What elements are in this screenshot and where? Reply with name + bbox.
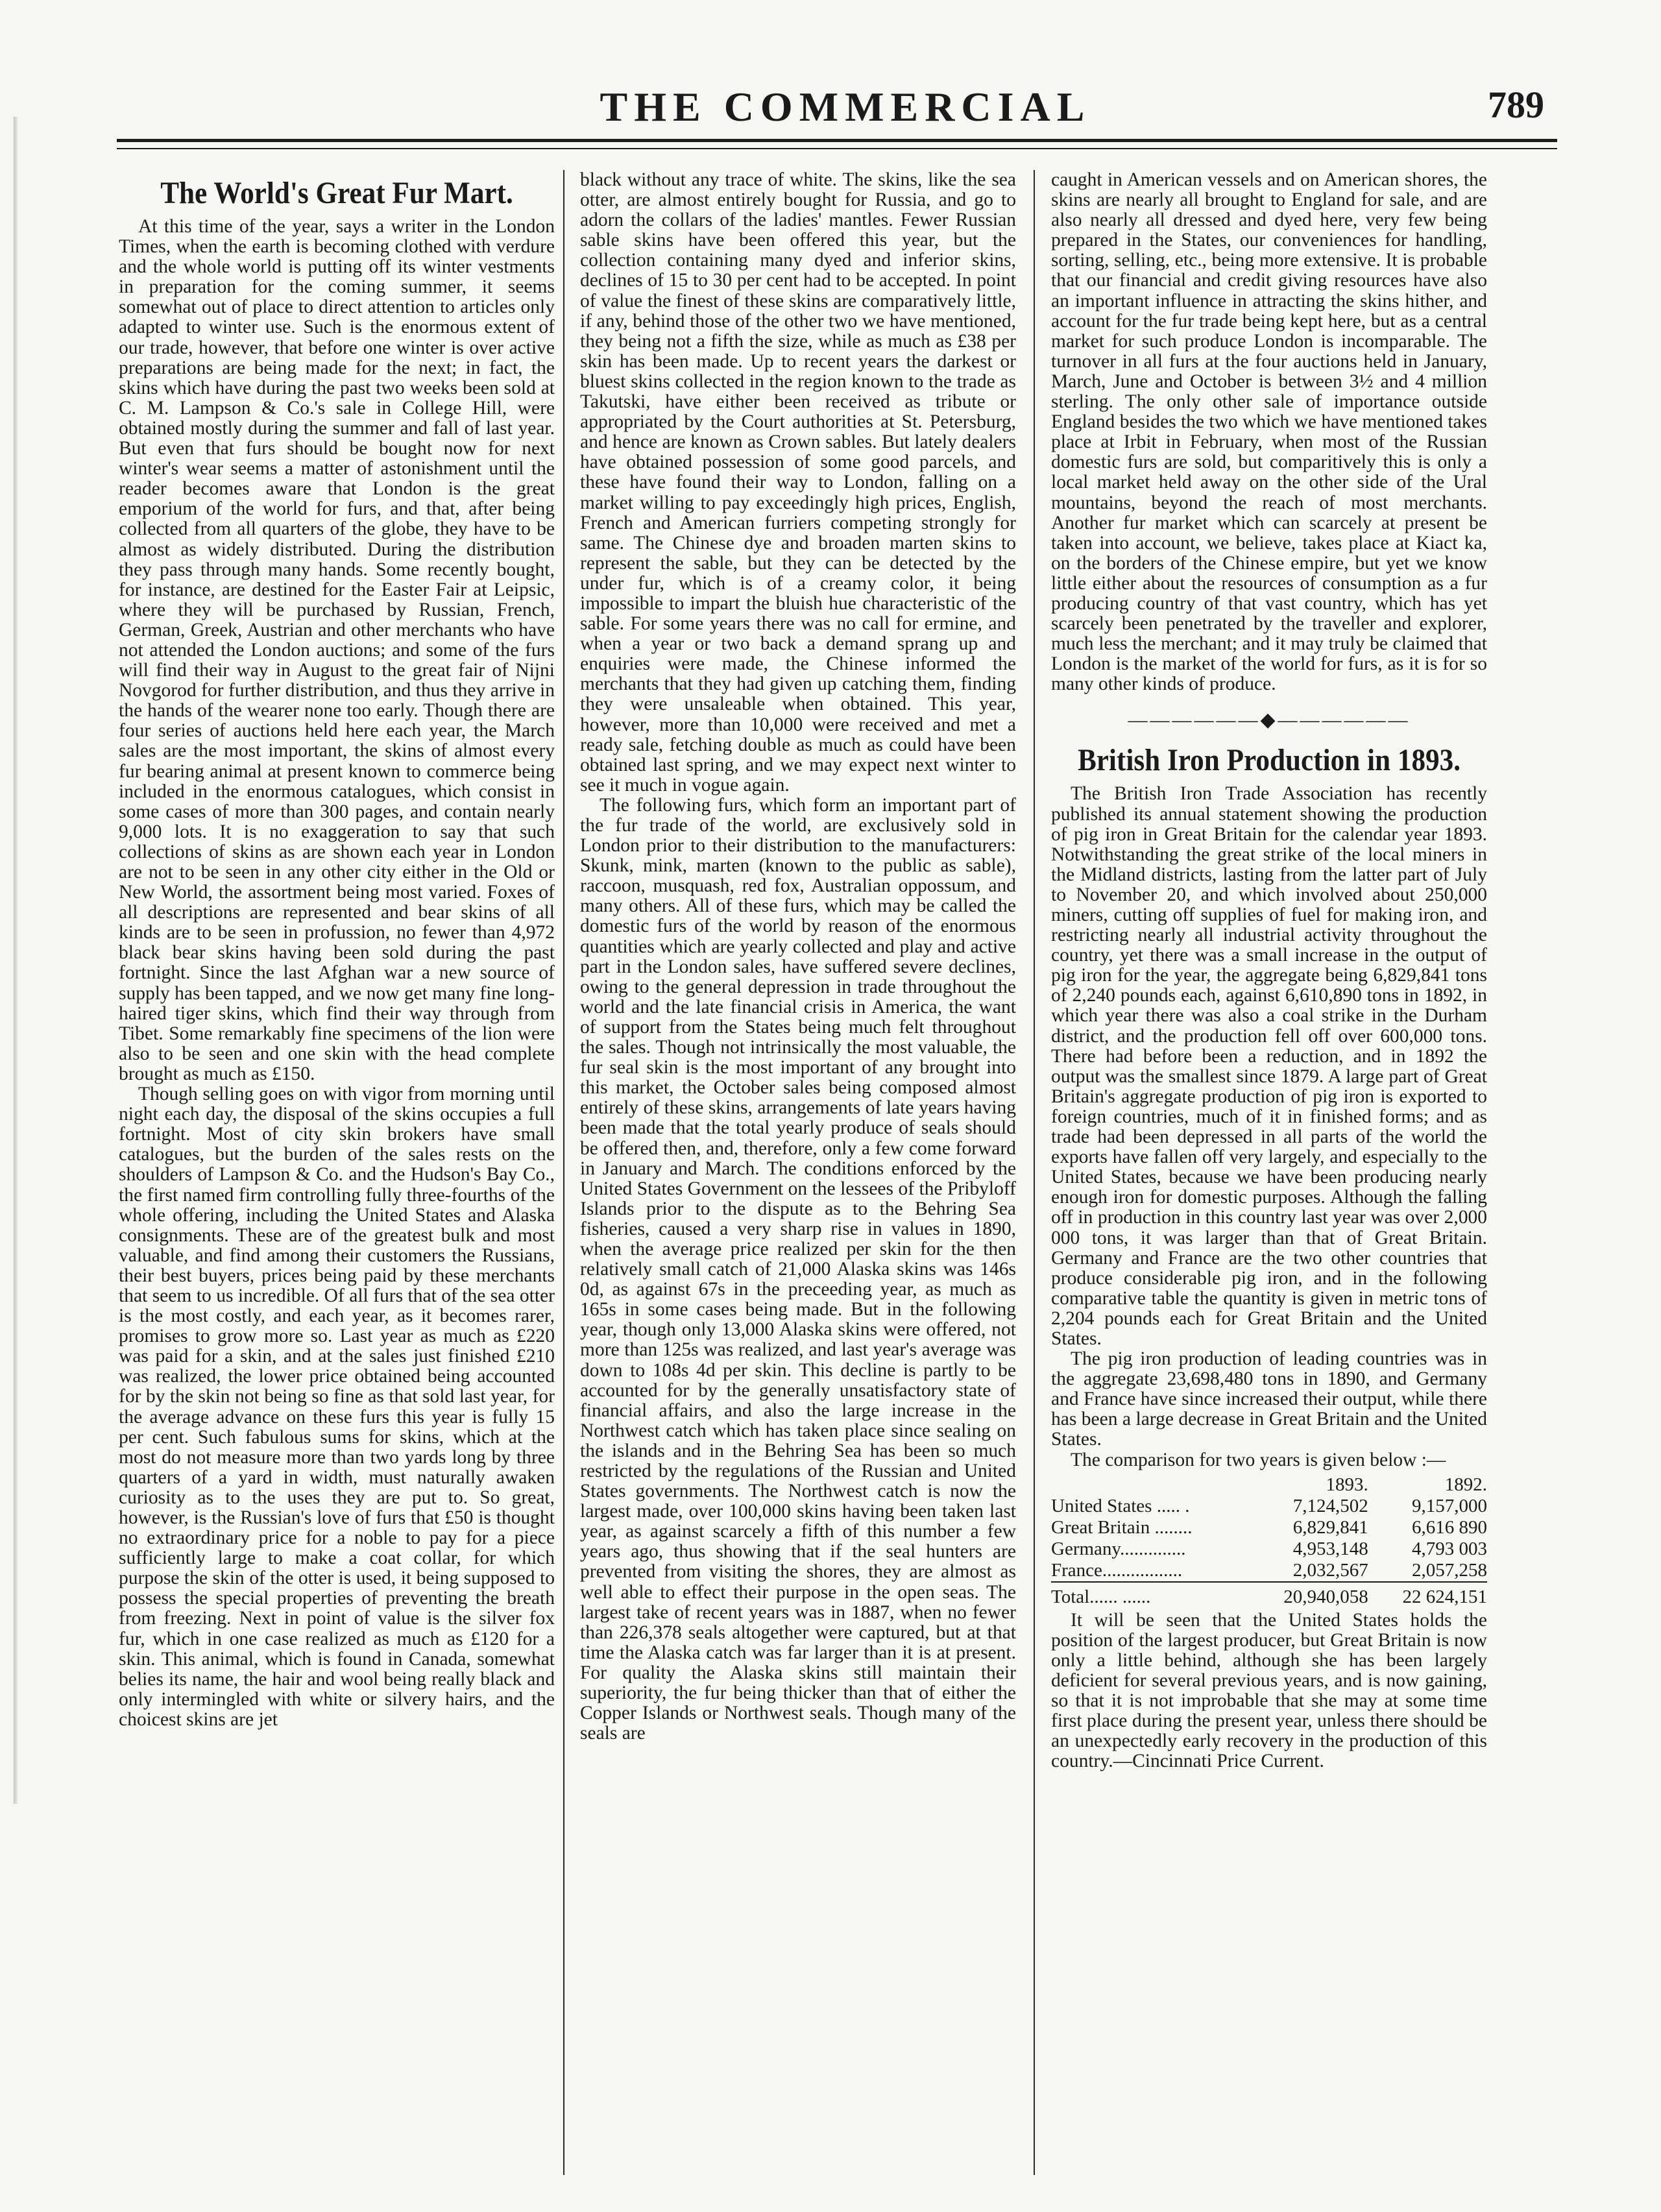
column-3 xyxy=(1051,170,1487,2182)
table-cell-country: United States ..... . xyxy=(1051,1495,1190,1516)
table-cell-1892: 4,793 003 xyxy=(1412,1538,1487,1559)
article-paragraph: black without any trace of white. The skins, like the sea otter, are almost entirely bought for Russia, and go to adorn the collars of the ladies' mantles. Fewer Russian sable skins have been offered this year, but the collection containing many dyed and inferior skins, declines of 15 to 30 per cent had to be accepted. In point of value the finest of these skins are comparatively little, if any, behind those of the other two we have mentioned, they being not a fifth the size, while as much as £38 per skin has been made. Up to recent years the darkest or bluest skins collected in the region known to the trade as Takutski, have either been received as tribute or appropriated by the Court authorities at St. Petersburg, and hence are known as Crown sables. But lately dealers have obtained possession of some good parcels, and these have found their way to London, falling on a market willing to pay exceedingly high prices, English, French and American furriers competing strongly for same. The Chinese dye and broaden marten skins to represent the sable, but they can be detected by the under fur, which is of a creamy color, it being impossible to impart the bluish hue characteristic of the sable. For some years there was no call for ermine, and when a year or two back a demand sprang up and enquiries were made, the Chinese informed the merchants that they had given up catching them, finding they were unsaleable when obtained. This year, however, more than 10,000 were received and met a ready sale, fetching double as much as could have been obtained last spring, and we may expect next winter to see it much in vogue again. xyxy=(580,170,1016,796)
table-header-row xyxy=(1051,1474,1487,1496)
table-cell-country: Great Britain ........ xyxy=(1051,1516,1193,1538)
article-paragraph: The comparison for two years is given below :— xyxy=(1071,1449,1446,1470)
table-header-cell: 1892. xyxy=(1444,1474,1487,1495)
table-cell-country: France................. xyxy=(1051,1559,1183,1581)
table-cell-total-1892: 22 624,151 xyxy=(1368,1582,1487,1608)
article-paragraph: The following furs, which form an important part of the fur trade of the world, are exclusively sold in London prior to their distribution to the manufacturers: Skunk, mink, marten (known to the public as sable), raccoon, musquash, red fox, Australian oppossum, and many others. All of these furs, which may be called the domestic furs of the world by reason of the enormous quantities which are yearly collected and play and active part in the London sales, have suffered severe declines, owing to the general depression in trade throughout the world and the late financial crisis in America, the want of support from the States being much felt throughout the sales. Though not intrinsically the most valuable, the fur seal skin is the most important of any brought into this market, the October sales being composed almost entirely of these skins, arrangements of late years having been made that the total yearly produce of seals should be offered then, and, therefore, only a few come forward in January and March. The conditions enforced by the United States Government on the lessees of the Pribyloff Islands prior to the dispute as to the Behring Sea fisheries, caused a very sharp rise in values in 1890, when the average price realized per skin for the then relatively small catch of 21,000 Alaska skins was 146s 0d, as against 67s in the preceeding year, as much as 165s in some cases being made. But in the following year, though only 13,000 Alaska skins were offered, not more than 125s was realized, and last year's average was down to 108s 4d per skin. This decline is partly to be accounted for by the generally unsatisfactory state of financial affairs, and also the large increase in the Northwest catch which has taken place since sealing on the islands and in the Behring Sea has been so much restricted by the regulations of the Russian and United States governments. The Northwest catch is now the largest made, over 100,000 skins having been taken last year, as against scarcely a fifth of this number a few years ago, thus showing that if the seal hunters are prevented from visiting the shores, they are almost as well able to effect their purpose in the open seas. The largest take of recent years was in 1887, when no fewer than 226,378 seals altogether were captured, but at that time the Alaska catch was far larger than it is at present. For quality the Alaska skins still maintain their superiority, the fur being thicker than that of either the Copper Islands or Northwest seals. Though many of the seals are xyxy=(580,794,1016,1744)
table-cell-1893: 4,953,148 xyxy=(1292,1538,1368,1559)
table-cell-1893: 6,829,841 xyxy=(1292,1516,1368,1538)
article-heading-fur-mart: The World's Great Fur Mart. xyxy=(160,176,513,210)
table-header-cell: 1893. xyxy=(1326,1474,1368,1495)
column-divider-1 xyxy=(563,170,564,2175)
masthead-rule-thick xyxy=(117,139,1557,142)
article-paragraph: At this time of the year, says a writer in the London Times, when the earth is becoming clothed with verdure and the whole world is putting off its winter vestments in preparation for the coming summer, it seems somewhat out of place to direct attention to articles only adapted to winter use. Such is the enormous extent of our trade, however, that before one winter is over active preparations are being made for the next; in fact, the skins which have during the past two weeks been sold at C. M. Lampson & Co.'s sale in College Hill, were obtained mostly during the summer and fall of last year. But even that furs should be bought now for next winter's wear seems a matter of astonishment until the reader becomes aware that London is the great emporium of the world for furs, and that, after being collected from all quarters of the globe, they have to be almost as widely distributed. During the distribution they pass through many hands. Some recently bought, for instance, are destined for the Easter Fair at Leipsic, where they will be purchased by Russian, French, German, Greek, Austrian and other merchants who have not attended the London auctions; and some of the furs will find their way in August to the great fair of Nijni Novgorod for further distribution, and thus they arrive in the hands of the wearer none too early. Though there are four series of auctions held here each year, the March sales are the most important, the skins of almost every fur bearing animal at present known to commerce being included in the enormous catalogues, which consist in some cases of more than 300 pages, and contain nearly 9,000 lots. It is no exaggeration to say that such collections of skins as are shown each year in London are not to be seen in any other city either in the Old or New World, the assortment being most varied. Foxes of all descriptions are represented and bear skins of all kinds are to be seen in profussion, no fewer than 4,972 black bear skins having been sold during the past fortnight. Since the last Afghan war a new source of supply has been tapped, and we now get many fine long-haired tiger skins, which find their way through from Tibet. Some remarkably fine specimens of the lion were also to be seen and one skin with the head complete brought as much as £150. xyxy=(119,216,555,1084)
article-paragraph: It will be seen that the United States holds the position of the largest producer, but Great Britain is now only a little behind, although she has been largely deficient for several previous years, and is now gaining, so that it is not improbable that she may at some time first place during the present year, unless there should be an unexpectedly early recovery in the production of this country.—Cincinnati Price Current. xyxy=(1051,1609,1487,1772)
table-total-row xyxy=(1051,1582,1487,1608)
masthead-title: THE COMMERCIAL xyxy=(600,84,1091,130)
section-divider-ornament: ——————◆—————— xyxy=(1128,709,1411,731)
table-cell-1892: 6,616 890 xyxy=(1412,1516,1487,1538)
scan-edge-marks xyxy=(0,117,45,1804)
column-2 xyxy=(580,170,1016,2182)
table-row xyxy=(1051,1496,1487,1517)
table-row xyxy=(1051,1560,1487,1582)
column-1 xyxy=(119,170,555,2182)
article-paragraph: Though selling goes on with vigor from morning until night each day, the disposal of the skins occupies a full fortnight. Most of city skin brokers have small catalogues, but the burden of the sales rests on the shoulders of Lampson & Co. and the Hudson's Bay Co., the first named firm controlling fully three-fourths of the whole offering, including the United States and Alaska consignments. These are of the greatest bulk and most valuable, and find among their customers the Russians, their best buyers, prices being paid by these merchants that seem to us incredible. Of all furs that of the sea otter is the most costly, and each year, as it becomes rarer, promises to grow more so. Last year as much as £220 was paid for a skin, and at the sales just finished £210 was realized, the lower price obtained being accounted for by the skin not being so fine as that sold last year, for the average advance on these furs this year is fully 15 per cent. Such fabulous sums for skins, which at the most do not measure more than two yards long by three quarters of a yard in width, must naturally awaken curiosity as to the uses they are put to. So great, however, is the Russian's love of furs that £50 is thought no extraordinary price for a noble to pay for a piece sufficiently large to make a coat collar, for which purpose the skin of the otter is used, it being supposed to possess the special properties of preventing the breath from freezing. Next in point of value is the silver fox fur, which in one case realized as much as £120 for a skin. This animal, which is found in Canada, somewhat belies its name, the hair and wool being really black and only intermingled with white or silvery hairs, and the choicest skins are jet xyxy=(119,1084,555,1730)
table-cell-1893: 2,032,567 xyxy=(1292,1559,1368,1581)
table-header-cell xyxy=(1051,1474,1249,1496)
table-cell-total-label: Total...... ...... xyxy=(1051,1582,1249,1608)
page-number: 789 xyxy=(1488,84,1544,126)
pig-iron-table xyxy=(1051,1474,1487,1608)
table-row xyxy=(1051,1517,1487,1538)
article-paragraph: The British Iron Trade Association has recently published its annual statement showing the production of pig iron in Great Britain for the calendar year 1893. Notwithstanding the great strike of the local miners in the Midland districts, lasting from the latter part of July to November 20, and which involved about 250,000 miners, cutting off supplies of fuel for making iron, and restricting nearly all industrial activity throughout the country, yet there was a small increase in the output of pig iron for the year, the aggregate being 6,829,841 tons of 2,240 pounds each, against 6,610,890 tons in 1892, in which year there was also a coal strike in the Durham district, and the production fell off over 600,000 tons. There had before been a reduction, and in 1892 the output was the smallest since 1879. A large part of Great Britain's aggregate production of pig iron is exported to foreign countries, much of it in finished forms; and as trade had been depressed in all parts of the world the exports have fallen off very largely, and especially to the United States, because we have been producing nearly enough iron for domestic purposes. Although the falling off in production in this country last year was over 2,000 000 tons, it was larger than that of Great Britain. Germany and France are the two other countries that produce considerable pig iron, and in the following comparative table the quantity is given in metric tons of 2,204 pounds each for Great Britain and the United States. xyxy=(1051,783,1487,1349)
column-divider-2 xyxy=(1034,170,1035,2175)
table-cell-1893: 7,124,502 xyxy=(1292,1495,1368,1516)
table-cell-1892: 9,157,000 xyxy=(1412,1495,1487,1516)
table-row xyxy=(1051,1538,1487,1560)
table-cell-total-1893: 20,940,058 xyxy=(1249,1582,1368,1608)
table-cell-country: Germany.............. xyxy=(1051,1538,1186,1559)
table-cell-1892: 2,057,258 xyxy=(1412,1559,1487,1581)
article-paragraph: The pig iron production of leading countries was in the aggregate 23,698,480 tons in 1890, and Germany and France have since increased their output, while there has been a large decrease in Great Britain and the United States. xyxy=(1051,1348,1487,1450)
article-paragraph: caught in American vessels and on American shores, the skins are nearly all brought to England for sale, and are also nearly all dressed and dyed here, very few being prepared in the States, our conveniences for handling, sorting, selling, etc., being more extensive. It is probable that our financial and credit giving resources have also an important influence in attracting the skins hither, and account for the fur trade being kept here, but as a central market for such produce London is incomparable. The turnover in all furs at the four auctions held in January, March, June and October is between 3½ and 4 million sterling. The only other sale of importance outside England besides the two which we have mentioned takes place at Irbit in February, when most of the Russian domestic furs are sold, but comparitively this is only a local market held away on the other side of the Ural mountains, beyond the reach of most merchants. Another fur market which can scarcely at present be taken into account, we believe, takes place at Kiact ka, on the borders of the Chinese empire, but yet we know little either about the resources of consumption as a fur producing country of that vast country, which has yet scarcely been penetrated by the traveller and explorer, much less the merchant; and it may truly be claimed that London is the market of the world for furs, as it is for so many other kinds of produce. xyxy=(1051,170,1487,695)
article-heading-iron-production: British Iron Production in 1893. xyxy=(1077,743,1461,778)
masthead-rule-thin xyxy=(117,148,1557,149)
